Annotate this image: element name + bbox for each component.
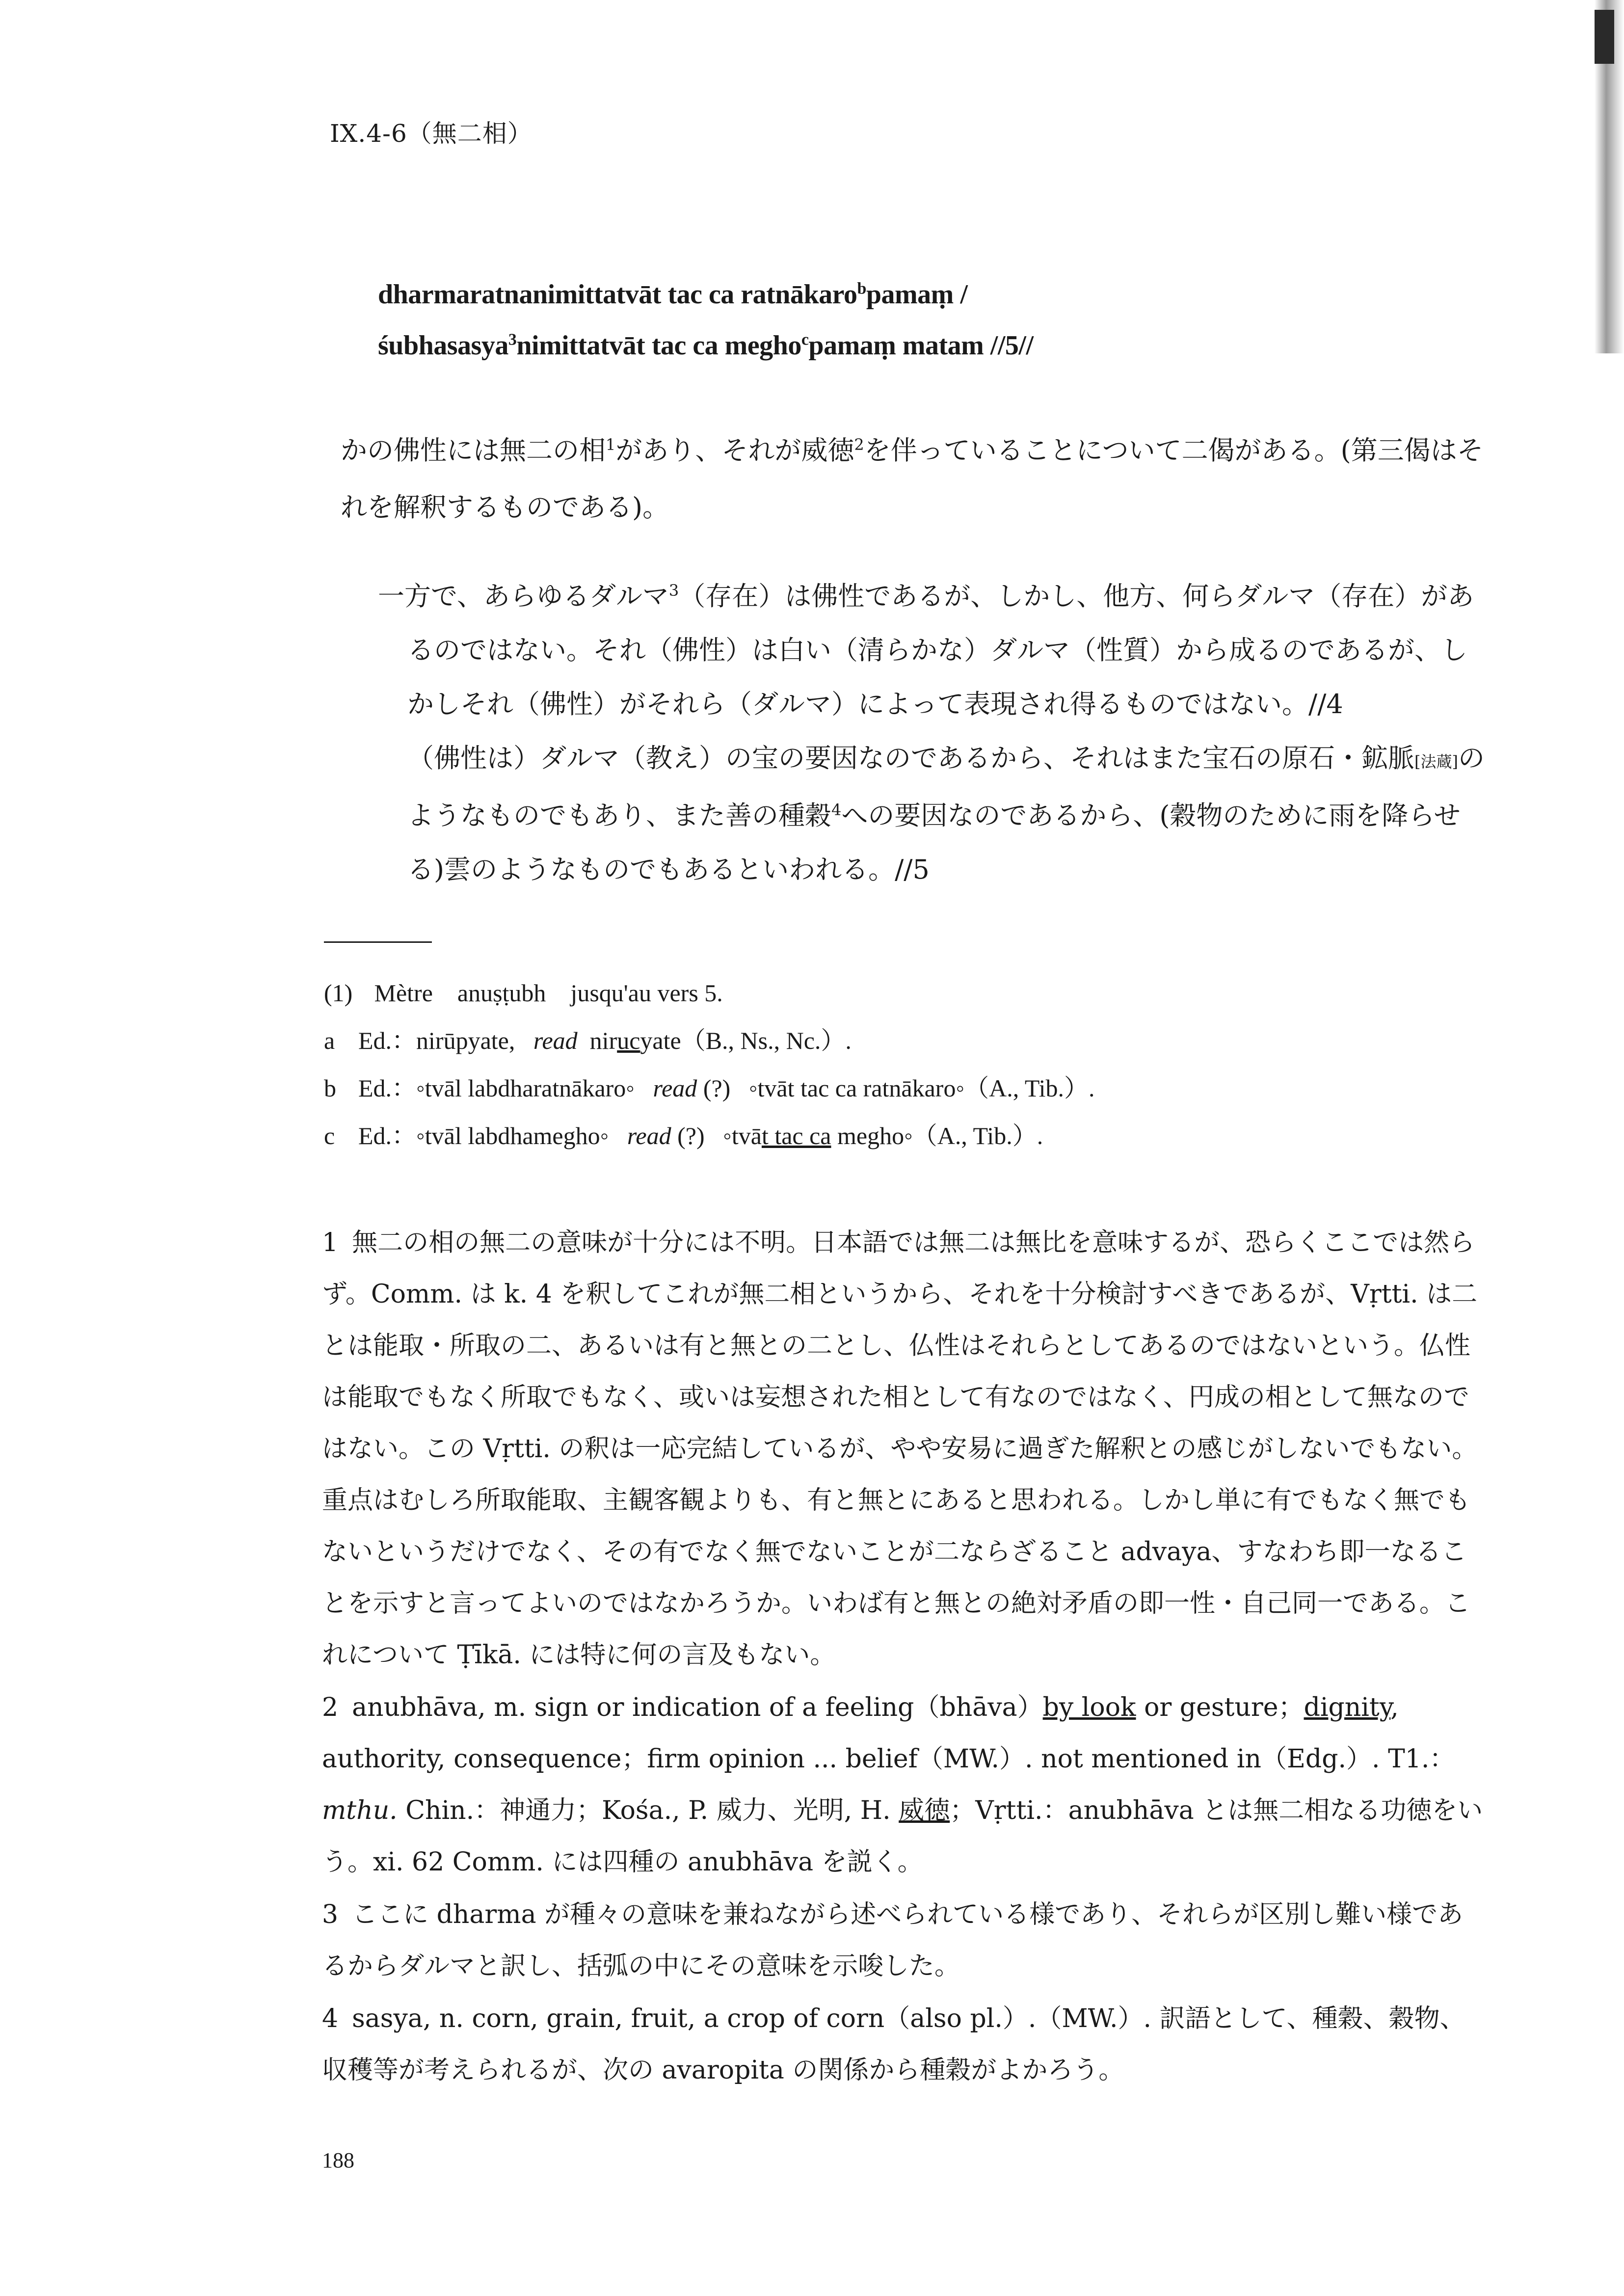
- footnotes: [322, 1217, 1485, 2097]
- page-number: 188: [322, 2148, 354, 2172]
- bracket-note: [法蔵]: [1414, 752, 1458, 771]
- apparatus-underlined: t tac ca: [761, 1122, 831, 1149]
- intro-paragraph: [341, 422, 1489, 536]
- apparatus-text: yate（B., Ns., Nc.）.: [640, 1027, 852, 1054]
- apparatus-b: [324, 1065, 1492, 1112]
- translation-text: 一方で、あらゆるダルマ: [378, 581, 669, 612]
- critical-apparatus: [324, 969, 1492, 1160]
- variant-mark: c: [801, 330, 809, 349]
- apparatus-text: Mètre anuṣṭubh jusqu'au vers 5.: [374, 979, 723, 1007]
- footnote-underlined: 威徳: [899, 1796, 950, 1825]
- footnote-number: 1: [322, 1228, 339, 1257]
- footnote-text: or gesture；: [1136, 1693, 1304, 1722]
- apparatus-text: Ed.：nirūpyate,: [358, 1027, 515, 1054]
- apparatus-meter: [324, 969, 1492, 1017]
- verse-text: dharmaratnanimittatvāt tac ca ratnākaro: [378, 279, 857, 310]
- apparatus-read: read: [653, 1074, 697, 1102]
- note-mark: 4: [831, 801, 842, 819]
- apparatus-text: Ed.：◦tvāl labdharatnākaro◦: [358, 1074, 635, 1102]
- verse-line-2: [378, 330, 1163, 361]
- apparatus-mark: c: [324, 1122, 335, 1149]
- footnote-2: [322, 1682, 1485, 1888]
- footnote-number: 3: [322, 1900, 339, 1929]
- intro-text: かの佛性には無二の相: [341, 435, 606, 466]
- translation-verse-5: [378, 731, 1487, 897]
- note-mark: 1: [606, 435, 616, 454]
- verse-text: pamaṃ /: [866, 279, 968, 310]
- footnote-1: [322, 1217, 1485, 1681]
- footnote-underlined: dignity: [1304, 1693, 1391, 1722]
- translation-verse-4: [378, 569, 1487, 731]
- verse-text: śubhasasya: [378, 330, 508, 361]
- apparatus-mark: (1): [324, 979, 353, 1007]
- scan-edge-mark: [1595, 10, 1614, 64]
- footnote-number: 4: [322, 2004, 339, 2033]
- translation-text: （存在）は佛性であるが、しかし、他方、何らダルマ（存在）があるのではない。それ（佛性）は白い（清らかな）ダルマ（性質）から成るのであるが、しかしそれ（佛性）がそれら（ダルマ）によって表現され得るものではない。//4: [407, 581, 1474, 720]
- note-mark: 2: [854, 435, 864, 454]
- footnote-text: ここに dharma が種々の意味を兼ねながら述べられている様であり、それらが区別し難い様であるからダルマと訳し、括弧の中にその意味を示唆した。: [322, 1900, 1464, 1981]
- note-mark: 3: [508, 330, 517, 349]
- apparatus-text: nir: [589, 1027, 617, 1054]
- verse-line-1: [378, 279, 1163, 310]
- section-header: IX.4-6（無二相）: [330, 119, 532, 148]
- footnote-text: Chin.：神通力；Kośa., P. 威力、光明, H.: [397, 1796, 899, 1825]
- footnote-rule: [324, 941, 432, 943]
- footnote-text: , authority, consequence；firm opinion ... belief（MW.）. not mentioned in（Edg.）. T1.：: [322, 1693, 1455, 1774]
- footnote-3: [322, 1889, 1485, 1992]
- intro-text: があり、それが威徳: [615, 435, 854, 466]
- footnote-text: 無二の相の無二の意味が十分には不明。日本語では無二は無比を意味するが、恐らくここでは然らず。Comm. は k. 4 を釈してこれが無二相というから、それを十分検討すべきであるが、Vṛtti. は二とは能取・所取の二、あるいは有と無との二とし、仏性はそれらとしてあるのではないという。仏性は能取でもなく所取でもなく、或いは妄想された相として有なのではなく、円成の相として無なのではない。この Vṛtti. の釈は一応完結しているが、やや安易に過ぎた解釈との感じがしないでもない。重点はむしろ所取能取、主観客観よりも、有と無とにあると思われる。しかし単に有でもなく無でもないというだけでなく、その有でなく無でないことが二ならざること advaya、すなわち即一なることを示すと言ってよいのではなかろうか。いわば有と無との絶対矛盾の即一性・自己同一である。これについて Ṭīkā. には特に何の言及もない。: [322, 1228, 1478, 1670]
- variant-mark: b: [857, 279, 866, 298]
- apparatus-c: [324, 1112, 1492, 1160]
- apparatus-read: read: [627, 1122, 671, 1149]
- apparatus-text: megho◦（A., Tib.）.: [831, 1122, 1043, 1149]
- apparatus-text: ◦tvāt tac ca ratnākaro◦（A., Tib.）.: [748, 1074, 1095, 1102]
- apparatus-query: (?): [703, 1074, 731, 1102]
- footnote-4: [322, 1993, 1485, 2096]
- apparatus-mark: a: [324, 1027, 335, 1054]
- footnote-text: anubhāva, m. sign or indication of a feeling（bhāva）: [352, 1693, 1043, 1722]
- apparatus-query: (?): [677, 1122, 705, 1149]
- apparatus-underlined: uc: [617, 1027, 640, 1054]
- translation-text: （佛性は）ダルマ（教え）の宝の要因なのであるから、それはまた宝石の原石・鉱脈: [407, 743, 1414, 774]
- verse-text: pamaṃ matam //5//: [808, 330, 1034, 361]
- footnote-italic: mthu.: [322, 1796, 398, 1825]
- apparatus-mark: b: [324, 1074, 336, 1102]
- apparatus-read: read: [533, 1027, 578, 1054]
- apparatus-text: ◦tvā: [723, 1122, 762, 1149]
- intro-text: を伴っていることについて二偈がある。(第三偈はそれを解釈するものである)。: [341, 435, 1484, 523]
- translation-text: のようなものでもあり、また善の種穀: [407, 743, 1485, 831]
- translation-text: への要因なのであるから、(穀物のために雨を降らせる)雲のようなものでもあるといわれる。//5: [407, 800, 1461, 885]
- footnote-number: 2: [322, 1693, 339, 1722]
- apparatus-a: [324, 1017, 1492, 1065]
- apparatus-text: Ed.：◦tvāl labdhamegho◦: [358, 1122, 609, 1149]
- verse-text: nimittatvāt tac ca megho: [516, 330, 801, 361]
- footnote-text: sasya, n. corn, grain, fruit, a crop of corn（also pl.）.（MW.）. 訳語として、種穀、穀物、収穫等が考えられるが、次の avaropita の関係から種穀がよかろう。: [322, 2004, 1465, 2085]
- note-mark: 3: [668, 581, 679, 600]
- footnote-text: ；Vṛtti.：anubhāva とは無二相なる功徳をいう。xi. 62 Comm. には四種の anubhāva を説く。: [322, 1796, 1483, 1877]
- footnote-underlined: by look: [1042, 1693, 1136, 1722]
